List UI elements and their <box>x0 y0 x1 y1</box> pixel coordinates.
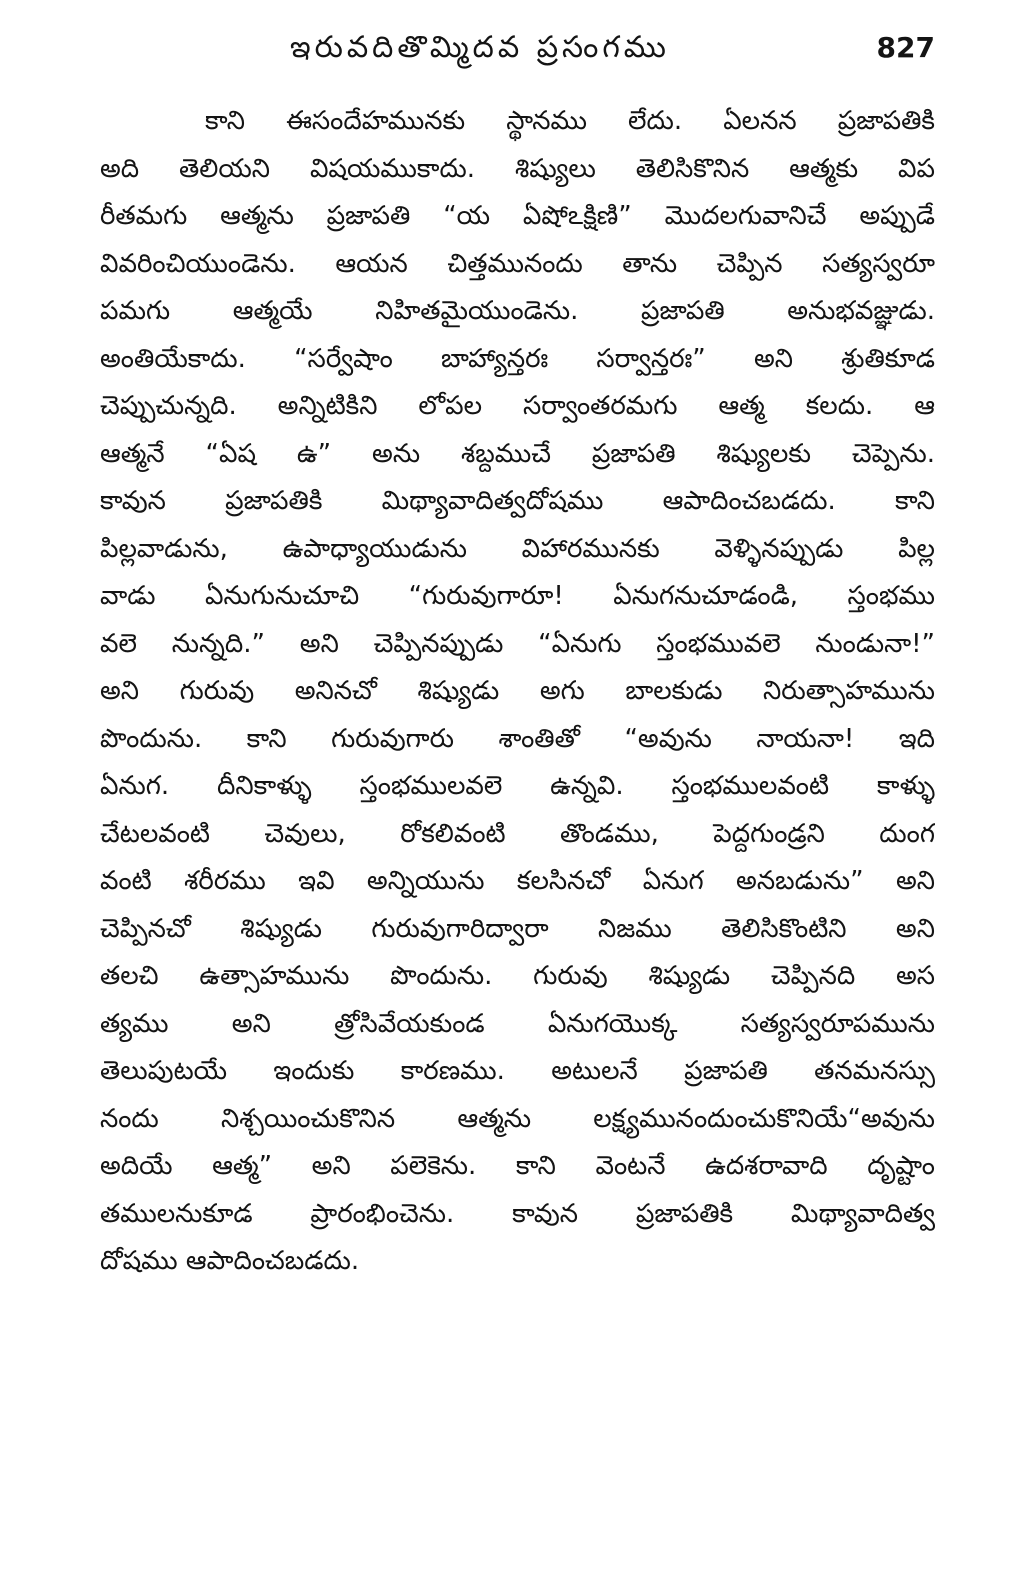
text-line: నందు నిశ్చయించుకొనిన ఆత్మను లక్ష్యమునందుంచుకొనియే“అవును <box>100 1103 935 1134</box>
text-line: వివరించియుండెను. ఆయన చిత్తమునందు తాను చెప్పిన సత్యస్వరూ <box>100 248 935 279</box>
text-line: త్యము అని త్రోసివేయకుండ ఏనుగయొక్క సత్యస్వరూపమును <box>100 1008 935 1039</box>
text-line: పొందును. కాని గురువుగారు శాంతితో “అవును నాయనా! ఇది <box>100 723 935 754</box>
text-line: ఆత్మనే “ఏష ఉ” అను శబ్దముచే ప్రజాపతి శిష్యులకు చెప్పెను. <box>100 438 935 469</box>
running-header <box>100 26 935 70</box>
text-line: తలచి ఉత్సాహమును పొందును. గురువు శిష్యుడు చెప్పినది అస <box>100 961 935 991</box>
text-line: చెప్పినచో శిష్యుడు గురువుగారిద్వారా నిజము తెలిసికొంటిని అని <box>100 913 935 944</box>
chapter-title: ఇరువదితొమ్మిదవ ప్రసంగము <box>290 30 670 65</box>
text-line: వాడు ఏనుగునుచూచి “గురువుగారూ! ఏనుగనుచూడండి, స్తంభము <box>100 581 935 611</box>
text-line: దోషము ఆపాదించబడదు. <box>100 1246 360 1276</box>
text-line: తెలుపుటయే ఇందుకు కారణము. అటులనే ప్రజాపతి తనమనస్సు <box>100 1056 935 1086</box>
text-line: అంతియేకాదు. “సర్వేషాం బాహ్యాన్తరః సర్వాన్తరః” అని శ్రుతికూడ <box>100 343 935 374</box>
body-paragraph <box>100 98 935 1286</box>
text-line: కావున ప్రజాపతికి మిథ్యావాదిత్వదోషము ఆపాదించబడదు. కాని <box>100 486 935 516</box>
text-line: ఏనుగ. దీనికాళ్ళు స్తంభములవలె ఉన్నవి. స్తంభములవంటి కాళ్ళు <box>100 771 935 801</box>
text-line: వంటి శరీరము ఇవి అన్నియును కలసినచో ఏనుగ అనబడును” అని <box>100 866 935 896</box>
text-line: అది తెలియని విషయముకాదు. శిష్యులు తెలిసికొనిన ఆత్మకు విప <box>100 153 935 184</box>
text-line: పిల్లవాడును, ఉపాధ్యాయుడును విహారమునకు వెళ్ళినప్పుడు పిల్ల <box>100 533 935 564</box>
text-line: అని గురువు అనినచో శిష్యుడు అగు బాలకుడు నిరుత్సాహమును <box>100 676 935 706</box>
page-number: 827 <box>876 31 935 64</box>
text-line: చెప్పుచున్నది. అన్నిటికిని లోపల సర్వాంతరమగు ఆత్మ కలదు. ఆ <box>100 391 935 421</box>
text-line: తములనుకూడ ప్రారంభించెను. కావున ప్రజాపతికి మిథ్యావాదిత్వ <box>100 1198 935 1229</box>
text-line: వలె నున్నది.” అని చెప్పినప్పుడు “ఏనుగు స్తంభమువలె నుండునా!” <box>100 628 935 659</box>
text-line: రీతమగు ఆత్మను ప్రజాపతి “య ఏషోఽక్షిణి” మొదలగువానిచే అప్పుడే <box>100 201 935 231</box>
text-line: అదియే ఆత్మ” అని పలెకెను. కాని వెంటనే ఉదశరావాది దృష్టాం <box>100 1151 935 1181</box>
text-line: కాని ఈసందేహమునకు స్థానము లేదు. ఏలనన ప్రజాపతికి <box>205 106 935 136</box>
text-line: పమగు ఆత్మయే నిహితమైయుండెను. ప్రజాపతి అనుభవజ్ఞుడు. <box>100 296 935 326</box>
text-line: చేటలవంటి చెవులు, రోకలివంటి తొండము, పెద్దగుండ్రని దుంగ <box>100 818 935 849</box>
